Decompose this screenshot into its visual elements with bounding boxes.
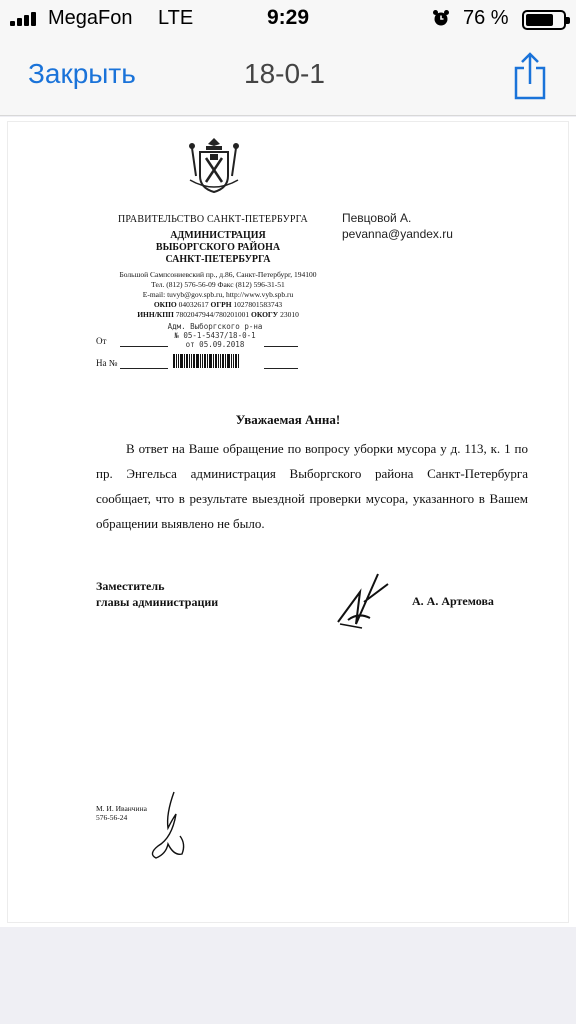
status-time: 9:29 (266, 6, 310, 29)
viewer-background (0, 927, 576, 1024)
okogu-value: 23010 (280, 310, 299, 319)
executor-name: М. И. Иванчина (96, 804, 147, 813)
administration-line-2: ВЫБОРГСКОГО РАЙОНА (155, 242, 281, 253)
letter-body: В ответ на Ваше обращение по вопросу уборки мусора у д. 113, к. 1 по пр. Энгельса администрация Выборгского района Санкт-Петербурга сообщает, что в результате выездной проверки мусора, указанного в Вашем обращении выявлено не было. (96, 441, 528, 531)
addressee-name: Певцовой А. (342, 211, 412, 225)
ogrn-value: 1027801583743 (233, 300, 283, 309)
carrier-name: MegaFon (48, 7, 133, 29)
battery-icon (522, 10, 566, 30)
letter-page (8, 122, 568, 922)
ogrn-label: ОГРН (210, 300, 232, 309)
battery-percentage: 76 % (463, 7, 509, 29)
reference-field-label: На № (96, 358, 118, 368)
okpo-label: ОКПО (153, 300, 177, 309)
signature-mark (328, 562, 398, 642)
registration-stamp (160, 322, 270, 349)
administration-line-3: САНКТ-ПЕТЕРБУРГА (165, 254, 271, 265)
coat-of-arms-icon (186, 136, 242, 194)
address-line-2: Тел. (812) 576-56-09 Факс (812) 596-31-51 (151, 280, 285, 289)
stamp-line-3: от 05.09.2018 (185, 340, 245, 349)
administration-address (98, 270, 338, 300)
address-line-1: Большой Сампсониевский пр., д.86, Санкт-Петербург, 194100 (119, 270, 317, 279)
signer-name: А. А. Артемова (412, 594, 494, 608)
addressee-email: pevanna@yandex.ru (342, 227, 453, 241)
date-field-label: От (96, 336, 107, 346)
executor-phone: 576-56-24 (96, 813, 128, 822)
government-heading: ПРАВИТЕЛЬСТВО САНКТ-ПЕТЕРБУРГА (118, 214, 308, 225)
inn-label: ИНН/КПП (137, 310, 174, 319)
alarm-clock-icon (432, 9, 450, 27)
status-bar (0, 0, 576, 40)
network-type: LTE (158, 7, 194, 29)
registration-codes (108, 300, 328, 320)
signer-title-line-2: главы администрации (96, 595, 219, 609)
share-icon[interactable] (510, 52, 550, 100)
address-line-3: E-mail: tuvyb@gov.spb.ru, http://www.vyb.spb.ru (142, 290, 294, 299)
barcode (173, 354, 251, 368)
addressee (342, 210, 453, 242)
administration-name (98, 230, 338, 266)
battery-fill (526, 14, 553, 26)
stamp-line-2: № 05-1-5437/18-0-1 (174, 331, 256, 340)
signer-title (96, 578, 218, 610)
navigation-bar (0, 40, 576, 116)
signer-title-line-1: Заместитель (96, 579, 165, 593)
inn-value: 7802047944/780201001 (175, 310, 250, 319)
administration-line-1: АДМИНИСТРАЦИЯ (170, 230, 266, 241)
greeting: Уважаемая Анна! (235, 412, 341, 427)
executor-signature-mark (138, 784, 198, 874)
document-title: 18-0-1 (244, 58, 325, 89)
stamp-line-1: Адм. Выборгского р-на (167, 322, 263, 331)
close-button[interactable]: Закрыть (28, 58, 136, 89)
okpo-value: 04032617 (178, 300, 209, 309)
okogu-label: ОКОГУ (250, 310, 279, 319)
document-viewer[interactable] (0, 117, 576, 927)
